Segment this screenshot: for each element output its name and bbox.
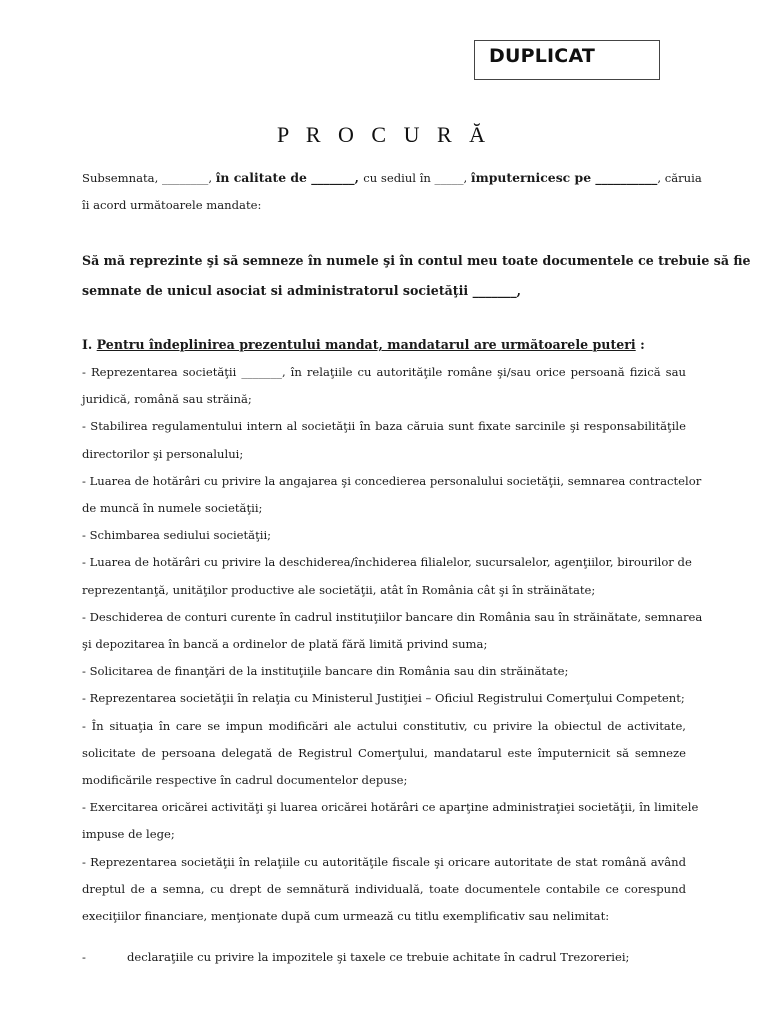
power-item-line: - Luarea de hotărâri cu privire la angajarea şi concedierea personalului societăţii, semnarea contractelor: [82, 473, 702, 488]
intro-paragraph: [82, 164, 702, 219]
subitem-text: declaraţiile cu privire la impozitele şi taxele ce trebuie achitate în cadrul Trezoreriei;: [127, 950, 630, 964]
power-item: [82, 468, 702, 522]
power-item-line: directorilor şi personalului;: [82, 446, 244, 461]
power-item-line: juridică, română sau străină;: [82, 392, 252, 407]
power-item-line: şi depozitarea în bancă a ordinelor de plată fără limită privind suma;: [82, 637, 488, 652]
mandate-line-2: semnate de unicul asociat si administratorul societăţii _______,: [82, 283, 522, 298]
intro-line-1: [82, 164, 702, 192]
powers-list: [82, 359, 703, 930]
intro-text-2: cu sediul în _____,: [363, 171, 471, 185]
power-item: [82, 522, 686, 549]
power-item: [82, 359, 686, 413]
section-colon: :: [635, 337, 645, 352]
mandate-line-1: Să mă reprezinte şi să semneze în numele şi în contul meu toate documentele ce trebuie să fie: [82, 253, 751, 268]
document-title: P R O C U R Ă: [276, 122, 492, 147]
intro-text-3: , căruia: [657, 171, 702, 185]
power-item-line: - Reprezentarea societăţii în relaţiile cu autorităţile fiscale şi oricare autoritate de stat română având: [82, 854, 686, 869]
power-item-line: reprezentanţă, unităţilor productive ale societăţii, atât în România cât şi în străinătate;: [82, 582, 596, 597]
power-item-line: de muncă în numele societăţii;: [82, 501, 263, 516]
section-heading-text: Pentru îndeplinirea prezentului mandat, mandatarul are următoarele puteri: [96, 337, 636, 352]
power-item: [82, 685, 686, 712]
power-item: [82, 604, 703, 658]
power-item: [82, 549, 692, 603]
mandate-paragraph: [82, 246, 751, 306]
power-item-line: - Stabilirea regulamentului intern al societăţii în baza căruia sunt fixate sarcinile şi responsabilităţile: [82, 419, 686, 434]
power-item-line: impuse de lege;: [82, 827, 175, 842]
power-item-line: execiţiilor financiare, menţionate după cum urmează cu titlu exemplificativ sau nelimitat:: [82, 909, 610, 924]
power-item-line: modificările respective în cadrul documentelor depuse;: [82, 773, 408, 788]
power-item-line: solicitate de persoana delegată de Registrul Comerţului, mandatarul este împuternicit să semneze: [82, 745, 686, 760]
power-item: [82, 713, 686, 795]
power-item-line: - Reprezentarea societăţii în relaţia cu Ministerul Justiţiei – Oficiul Registrului Comerţului Competent;: [82, 691, 685, 706]
power-item-line: - Deschiderea de conturi curente în cadrul instituţiilor bancare din România sau în străinătate, semnarea: [82, 609, 703, 624]
power-item-line: - Exercitarea oricărei activităţi şi luarea oricărei hotărâri ce aparţine administraţiei societăţii, în limitele: [82, 800, 699, 815]
subitem-dash: -: [82, 950, 86, 964]
power-item: [82, 849, 686, 931]
power-item: [82, 794, 699, 848]
power-item-line: - În situaţia în care se impun modificări ale actului constitutiv, cu privire la obiectul de activitate,: [82, 718, 686, 733]
power-item-line: - Solicitarea de finanţări de la instituţiile bancare din România sau din străinătate;: [82, 664, 569, 679]
power-item-line: dreptul de a semna, cu drept de semnătură individuală, toate documentele contabile ce corespund: [82, 881, 686, 896]
power-item: [82, 658, 686, 685]
power-item-line: - Schimbarea sediului societăţii;: [82, 528, 272, 543]
duplicat-stamp-box: [474, 40, 660, 80]
power-item: [82, 413, 686, 467]
duplicat-stamp-text: DUPLICAT: [489, 45, 596, 67]
intro-text-1: Subsemnata, ________,: [82, 171, 216, 185]
section-number: I.: [82, 337, 97, 352]
intro-bold-2: împuternicesc pe __________: [470, 170, 658, 185]
power-item-line: - Reprezentarea societăţii _______, în relaţiile cu autorităţile române şi/sau orice persoană fizică sau: [82, 365, 686, 379]
power-item-line: - Luarea de hotărâri cu privire la deschiderea/închiderea filialelor, sucursalelor, agenţiilor, birourilor de: [82, 555, 692, 570]
section-heading: [82, 330, 686, 360]
intro-bold-1: în calitate de _______,: [215, 170, 364, 185]
intro-line-2: îi acord următoarele mandate:: [82, 198, 262, 213]
